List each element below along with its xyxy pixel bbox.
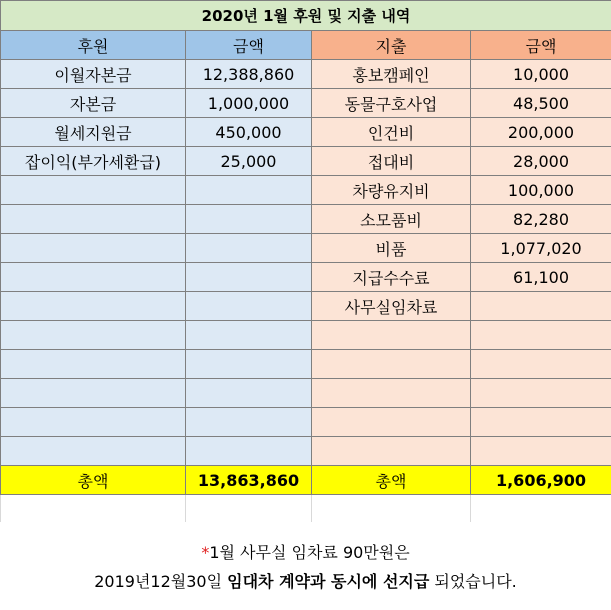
table-row — [1, 321, 611, 350]
table-row — [1, 118, 611, 147]
empty-cell[interactable] — [1, 495, 186, 525]
donation-amount-cell[interactable] — [186, 379, 312, 408]
expense-amount-cell[interactable] — [471, 437, 611, 466]
header-expense-amount[interactable]: 금액 — [471, 31, 611, 60]
footnote-emphasis: 임대차 계약과 동시에 선지급 — [227, 572, 430, 591]
table-row — [1, 60, 611, 89]
donation-amount-cell[interactable]: 12,388,860 — [186, 60, 312, 89]
expense-total-label[interactable]: 총액 — [312, 466, 471, 495]
expense-cell[interactable] — [312, 437, 471, 466]
expense-cell[interactable] — [312, 379, 471, 408]
table-row — [1, 234, 611, 263]
donation-amount-cell[interactable] — [186, 408, 312, 437]
donation-cell[interactable]: 월세지원금 — [1, 118, 186, 147]
empty-cell[interactable] — [186, 495, 312, 525]
donation-cell[interactable] — [1, 437, 186, 466]
donation-amount-cell[interactable] — [186, 350, 312, 379]
donation-amount-cell[interactable] — [186, 263, 312, 292]
donation-amount-cell[interactable] — [186, 234, 312, 263]
footnote-line-2 — [0, 569, 611, 592]
donation-amount-cell[interactable] — [186, 292, 312, 321]
table-row — [1, 205, 611, 234]
expense-cell[interactable] — [312, 408, 471, 437]
expense-cell[interactable]: 비품 — [312, 234, 471, 263]
donation-cell[interactable] — [1, 263, 186, 292]
expense-cell[interactable]: 인건비 — [312, 118, 471, 147]
table-row — [1, 350, 611, 379]
header-expense[interactable]: 지출 — [312, 31, 471, 60]
expense-cell[interactable]: 사무실임차료 — [312, 292, 471, 321]
table-row — [1, 379, 611, 408]
expense-amount-cell[interactable]: 82,280 — [471, 205, 611, 234]
table-row — [1, 292, 611, 321]
donation-cell[interactable] — [1, 408, 186, 437]
donation-cell[interactable] — [1, 350, 186, 379]
expense-amount-cell[interactable] — [471, 321, 611, 350]
expense-amount-cell[interactable] — [471, 350, 611, 379]
donation-cell[interactable]: 이월자본금 — [1, 60, 186, 89]
header-donation-amount[interactable]: 금액 — [186, 31, 312, 60]
donation-cell[interactable] — [1, 292, 186, 321]
expense-amount-cell[interactable] — [471, 292, 611, 321]
expense-amount-cell[interactable]: 1,077,020 — [471, 234, 611, 263]
expense-amount-cell[interactable]: 10,000 — [471, 60, 611, 89]
empty-cell[interactable] — [312, 495, 471, 525]
expense-amount-cell[interactable]: 100,000 — [471, 176, 611, 205]
header-donation[interactable]: 후원 — [1, 31, 186, 60]
donation-cell[interactable]: 잡이익(부가세환급) — [1, 147, 186, 176]
expense-amount-cell[interactable] — [471, 408, 611, 437]
donation-cell[interactable]: 자본금 — [1, 89, 186, 118]
expense-amount-cell[interactable]: 48,500 — [471, 89, 611, 118]
expense-amount-cell[interactable] — [471, 379, 611, 408]
donation-amount-cell[interactable] — [186, 321, 312, 350]
donation-cell[interactable] — [1, 176, 186, 205]
expense-cell[interactable]: 동물구호사업 — [312, 89, 471, 118]
donation-cell[interactable] — [1, 205, 186, 234]
expense-cell[interactable] — [312, 350, 471, 379]
expense-amount-cell[interactable]: 61,100 — [471, 263, 611, 292]
donation-total-label[interactable]: 총액 — [1, 466, 186, 495]
footnote-line-1 — [0, 540, 611, 563]
expense-cell[interactable]: 소모품비 — [312, 205, 471, 234]
expense-amount-cell[interactable]: 28,000 — [471, 147, 611, 176]
donation-cell[interactable] — [1, 234, 186, 263]
table-row — [1, 408, 611, 437]
expense-cell[interactable]: 홍보캠페인 — [312, 60, 471, 89]
donation-amount-cell[interactable] — [186, 205, 312, 234]
total-row — [1, 466, 611, 495]
footnote-suffix: 되었습니다. — [429, 572, 517, 591]
empty-row — [1, 495, 611, 525]
donation-total-amount[interactable]: 13,863,860 — [186, 466, 312, 495]
expense-amount-cell[interactable]: 200,000 — [471, 118, 611, 147]
expense-cell[interactable]: 지급수수료 — [312, 263, 471, 292]
table-row — [1, 263, 611, 292]
donation-cell[interactable] — [1, 379, 186, 408]
table-row — [1, 147, 611, 176]
donation-amount-cell[interactable] — [186, 437, 312, 466]
footnote — [0, 522, 611, 610]
donation-amount-cell[interactable] — [186, 176, 312, 205]
expense-cell[interactable]: 접대비 — [312, 147, 471, 176]
expense-total-amount[interactable]: 1,606,900 — [471, 466, 611, 495]
expense-cell[interactable]: 차량유지비 — [312, 176, 471, 205]
footnote-date: 2019년12월30일 — [94, 572, 228, 591]
donation-amount-cell[interactable]: 25,000 — [186, 147, 312, 176]
empty-cell[interactable] — [471, 495, 611, 525]
donation-cell[interactable] — [1, 321, 186, 350]
table-row — [1, 176, 611, 205]
table-row — [1, 89, 611, 118]
title-row — [1, 1, 611, 31]
expense-cell[interactable] — [312, 321, 471, 350]
donation-amount-cell[interactable]: 450,000 — [186, 118, 312, 147]
asterisk-mark: * — [201, 543, 210, 562]
donation-amount-cell[interactable]: 1,000,000 — [186, 89, 312, 118]
header-row — [1, 31, 611, 60]
footnote-line-1-text: 1월 사무실 임차료 90만원은 — [209, 543, 410, 562]
table-title[interactable]: 2020년 1월 후원 및 지출 내역 — [1, 1, 611, 31]
table-row — [1, 437, 611, 466]
